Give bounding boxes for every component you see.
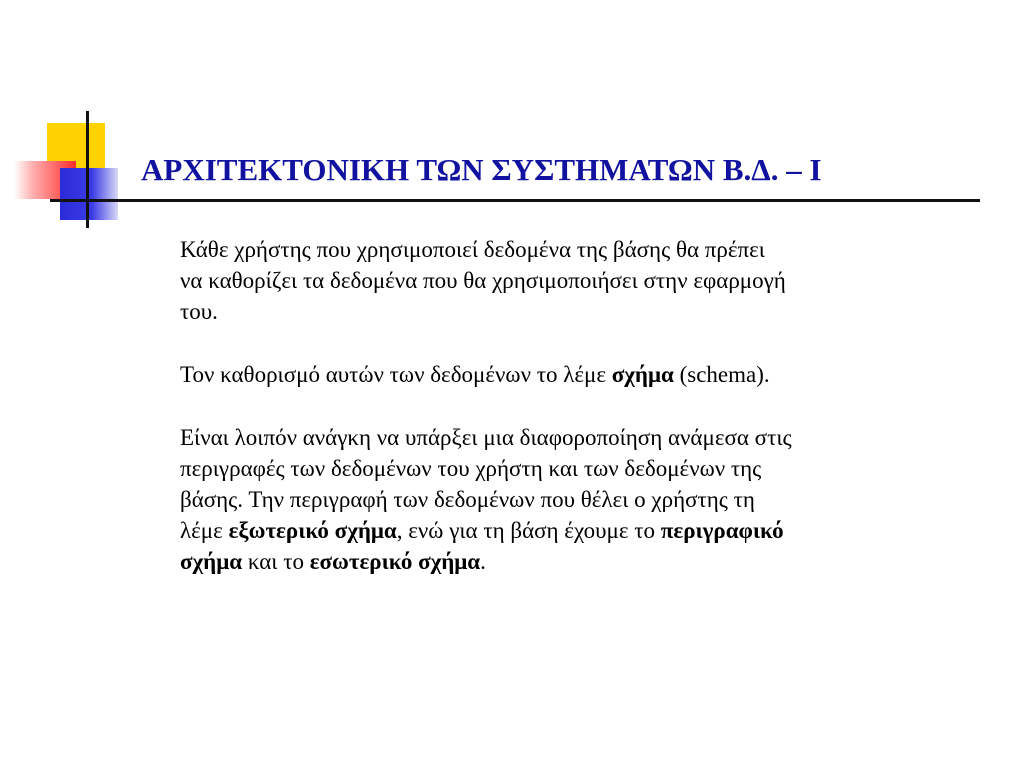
paragraph-3-line-5-end: . [480,549,486,574]
paragraph-3-line-3: βάσης. Την περιγραφή των δεδομένων που θέλει ο χρήστης τη [180,487,755,512]
paragraph-2-text-end: (schema). [673,362,770,387]
paragraph-3-line-4-mid: , ενώ για τη βάση έχουμε το [396,518,661,543]
slide-body [180,234,1020,609]
term-internal-schema: εσωτερικό σχήμα [309,549,481,574]
paragraph-3-line-5-mid: και το [242,549,310,574]
term-descriptive-schema-part-2: σχήμα [180,549,243,574]
title-underline [50,199,980,202]
paragraph-2 [180,359,1020,390]
paragraph-1-line-1: Κάθε χρήστης που χρησιμοποιεί δεδομένα της βάσης θα πρέπει [180,237,765,262]
decorative-logo [0,0,140,240]
paragraph-3-line-4-start: λέμε [180,518,229,543]
paragraph-3-line-1: Είναι λοιπόν ανάγκη να υπάρξει μια διαφοροποίηση ανάμεσα στις [180,425,792,450]
paragraph-1-line-2: να καθορίζει τα δεδομένα που θα χρησιμοποιήσει στην εφαρμογή [180,268,786,293]
term-external-schema: εξωτερικό σχήμα [228,518,397,543]
paragraph-3 [180,422,1020,577]
logo-blue-square [60,168,118,220]
paragraph-3-line-2: περιγραφές των δεδομένων του χρήστη και των δεδομένων της [180,456,762,481]
paragraph-1 [180,234,1020,327]
slide-title: ΑΡΧΙΤΕΚΤΟΝΙΚΗ ΤΩΝ ΣΥΣΤΗΜΑΤΩΝ Β.Δ. – Ι [141,152,822,187]
paragraph-2-text: Τον καθορισμό αυτών των δεδομένων το λέμε [180,362,612,387]
logo-vertical-line [86,111,89,228]
term-descriptive-schema-part-1: περιγραφικό [660,518,784,543]
paragraph-1-line-3: του. [180,299,218,324]
paragraph-2-term-schema: σχήμα [611,362,674,387]
